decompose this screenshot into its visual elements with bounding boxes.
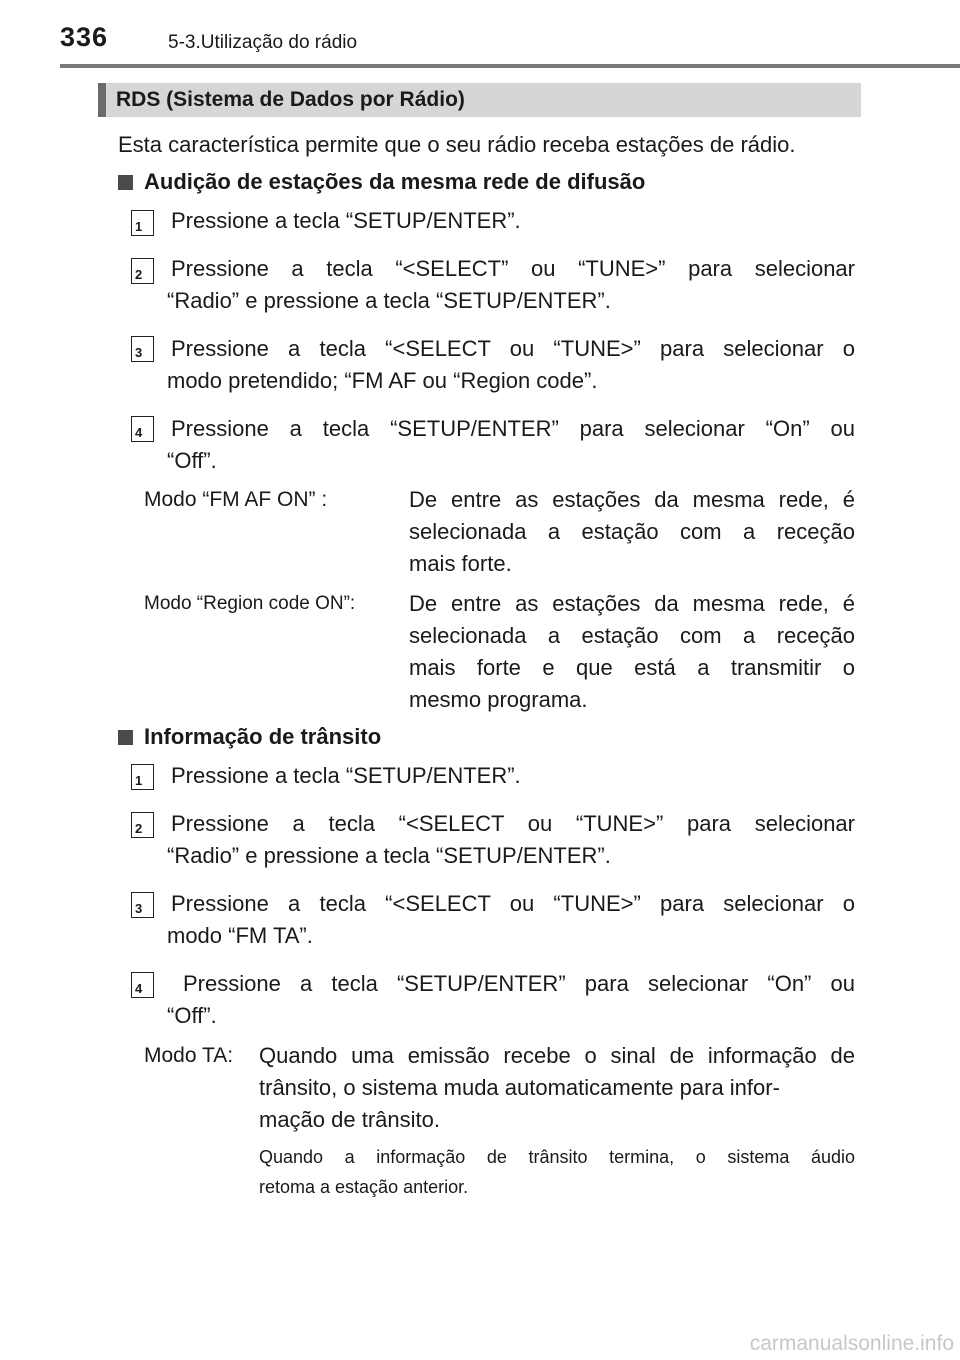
network-step-3-line-1: Pressione a tecla “<SELECT ou “TUNE>” para selecionar o — [171, 336, 855, 361]
step-number-icon: 1 — [131, 764, 154, 790]
step-number-icon: 3 — [131, 336, 154, 362]
traffic-step-4-line-1: Pressione a tecla “SETUP/ENTER” para selecionar “On” ou — [183, 971, 855, 996]
mode-ta-line-1: Quando uma emissão recebe o sinal de informação de — [259, 1043, 855, 1068]
page-number: 336 — [60, 22, 109, 52]
mode-fm-af-line-2: selecionada a estação com a receção — [409, 519, 855, 544]
mode-label-fm-af: Modo “FM AF ON” : — [144, 488, 328, 511]
mode-fm-af-line-3: mais forte. — [409, 551, 512, 576]
network-step-3-line-2: modo pretendido; “FM AF ou “Region code”. — [167, 368, 598, 393]
step-number-icon: 3 — [131, 892, 154, 918]
mode-label-ta: Modo TA: — [144, 1044, 234, 1067]
title-accent-bar — [98, 83, 106, 117]
footer-watermark[interactable]: carmanualsonline.info — [749, 1332, 954, 1355]
mode-label-region-code: Modo “Region code ON”: — [144, 593, 356, 614]
step-number-icon: 2 — [131, 258, 154, 284]
intro-text: Esta característica permite que o seu rádio receba estações de rádio. — [118, 132, 796, 157]
traffic-step-3-line-1: Pressione a tecla “<SELECT ou “TUNE>” para selecionar o — [171, 891, 855, 916]
chapter-title: 5-3.Utilização do rádio — [168, 32, 358, 53]
network-step-4-line-2: “Off”. — [167, 448, 217, 473]
traffic-step-3-line-2: modo “FM TA”. — [167, 923, 313, 948]
header-divider — [60, 64, 960, 68]
page-header — [0, 0, 960, 70]
traffic-heading: Informação de trânsito — [144, 724, 382, 749]
mode-region-line-4: mesmo programa. — [409, 687, 588, 712]
mode-region-line-2: selecionada a estação com a receção — [409, 623, 855, 648]
heading-square-icon — [118, 175, 133, 190]
traffic-step-2-line-1: Pressione a tecla “<SELECT ou “TUNE>” para selecionar — [171, 811, 855, 836]
mode-region-line-1: De entre as estações da mesma rede, é — [409, 591, 855, 616]
network-step-1: Pressione a tecla “SETUP/ENTER”. — [171, 208, 521, 233]
network-step-2-line-2: “Radio” e pressione a tecla “SETUP/ENTER”. — [167, 288, 611, 313]
network-step-2-line-1: Pressione a tecla “<SELECT” ou “TUNE>” para selecionar — [171, 256, 855, 281]
network-heading: Audição de estações da mesma rede de difusão — [144, 169, 646, 194]
step-number-icon: 2 — [131, 812, 154, 838]
heading-square-icon — [118, 730, 133, 745]
mode-ta-line-3: mação de trânsito. — [259, 1107, 440, 1132]
traffic-step-1: Pressione a tecla “SETUP/ENTER”. — [171, 763, 521, 788]
note-line-2: retoma a estação anterior. — [259, 1177, 469, 1197]
step-number-icon: 1 — [131, 210, 154, 236]
section-title-bar — [98, 83, 861, 117]
mode-fm-af-line-1: De entre as estações da mesma rede, é — [409, 487, 855, 512]
traffic-step-2-line-2: “Radio” e pressione a tecla “SETUP/ENTER”. — [167, 843, 611, 868]
step-number-icon: 4 — [131, 972, 154, 998]
note-line-1: Quando a informação de trânsito termina, o sistema áudio — [259, 1147, 855, 1167]
network-step-4-line-1: Pressione a tecla “SETUP/ENTER” para selecionar “On” ou — [171, 416, 855, 441]
traffic-step-4-line-2: “Off”. — [167, 1003, 217, 1028]
section-title: RDS (Sistema de Dados por Rádio) — [116, 88, 465, 111]
step-number-icon: 4 — [131, 416, 154, 442]
mode-ta-line-2: trânsito, o sistema muda automaticamente para infor- — [259, 1075, 780, 1100]
mode-region-line-3: mais forte e que está a transmitir o — [409, 655, 855, 680]
